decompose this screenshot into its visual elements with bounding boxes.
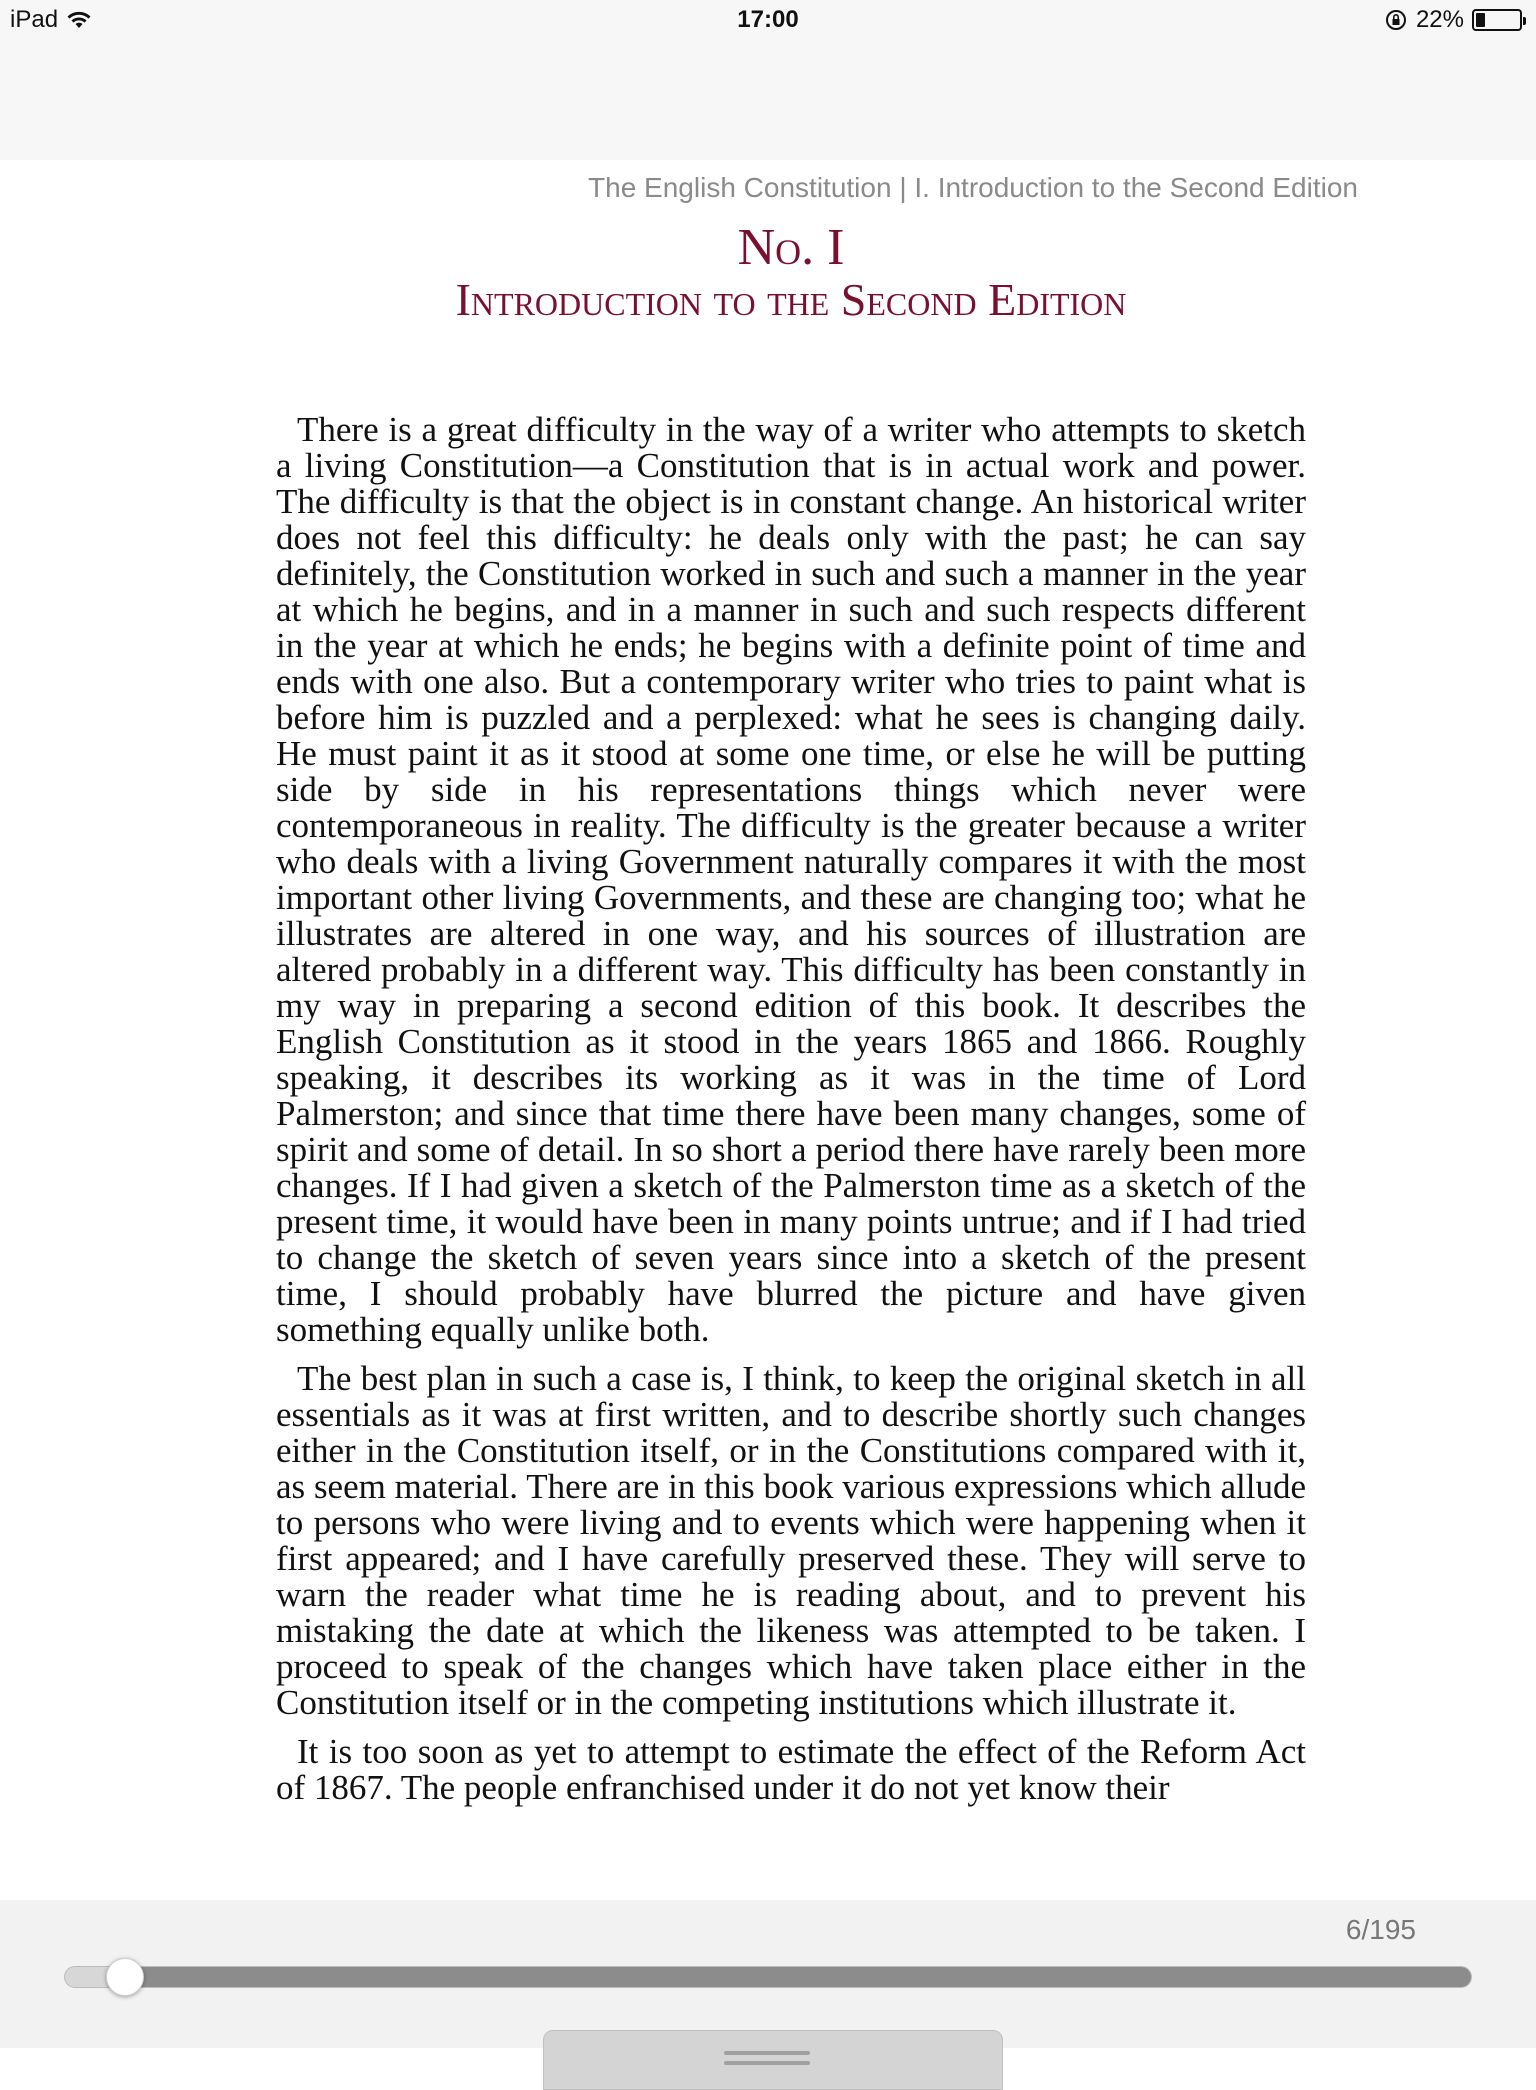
status-bar xyxy=(0,0,1536,160)
page-scrubber-thumb[interactable] xyxy=(106,1958,144,1996)
battery-icon xyxy=(1472,9,1522,31)
page-scrubber[interactable] xyxy=(64,1966,1472,1988)
status-time: 17:00 xyxy=(737,6,799,33)
device-name: iPad xyxy=(10,6,59,33)
grip-line xyxy=(724,2051,810,2055)
grip-line xyxy=(724,2061,810,2065)
chapter-title: Introduction to the Second Edition xyxy=(455,274,1127,325)
battery-percent: 22% xyxy=(1415,6,1464,33)
status-right xyxy=(1384,6,1522,34)
page-indicator: 6/195 xyxy=(1345,1914,1416,1945)
toolbar-handle[interactable] xyxy=(543,2030,1003,2090)
page-scrubber-fill xyxy=(127,1967,1471,1987)
rotation-lock-icon xyxy=(1384,8,1408,32)
battery-level-fill xyxy=(1476,13,1485,27)
bottom-toolbar xyxy=(0,1900,1536,2048)
book-text xyxy=(276,412,1306,1819)
paragraph: There is a great difficulty in the way of a writer who attempts to sketch a living Constitution—a Constitution that is in actual work and power. The difficulty is that the object is in constant change. An historical writer does not feel this difficulty: he deals only with the past; he can say definitely, the Constitution worked in such and such a manner in the year at which he begins, and in a manner in such and such respects different in the year at which he ends; he begins with a definite point of time and ends with one also. But a contemporary writer who tries to paint what is before him is puzzled and a perplexed: what he sees is changing daily. He must paint it as it stood at some one time, or else he will be putting side by side in his representations things which never were contemporaneous in reality. The difficulty is the greater because a writer who deals with a living Government naturally compares it with the most important other living Governments, and these are changing too; what he illustrates are altered in one way, and his sources of illustration are altered probably in a different way. This difficulty has been constantly in my way in preparing a second edition of this book. It describes the English Constitution as it stood in the years 1865 and 1866. Roughly speaking, it describes its working as it was in the time of Lord Palmerston; and since that time there have been many changes, some of spirit and some of detail. In so short a period there have rarely been more changes. If I had given a sketch of the Palmerston time as a sketch of the present time, it would have been in many points untrue; and if I had tried to change the sketch of seven years since into a sketch of the present time, I should probably have blurred the picture and have given something equally unlike both. xyxy=(276,410,1306,1349)
running-header: The English Constitution | I. Introduction to the Second Edition xyxy=(588,172,1358,203)
paragraph: It is too soon as yet to attempt to estimate the effect of the Reform Act of 1867. The people enfranchised under it do not yet know their xyxy=(276,1732,1306,1807)
paragraph: The best plan in such a case is, I think, to keep the original sketch in all essentials as it was at first written, and to describe shortly such changes either in the Constitution itself, or in the Constitutions compared with it, as seem material. There are in this book various expressions which allude to persons who were living and to events which were happening when it first appeared; and I have carefully preserved these. They will serve to warn the reader what time he is reading about, and to prevent his mistaking the date at which the likeness was attempted to be taken. I proceed to speak of the changes which have taken place either in the Constitution itself or in the competing institutions which illustrate it. xyxy=(276,1359,1306,1722)
chapter-number: No. I xyxy=(737,219,845,276)
